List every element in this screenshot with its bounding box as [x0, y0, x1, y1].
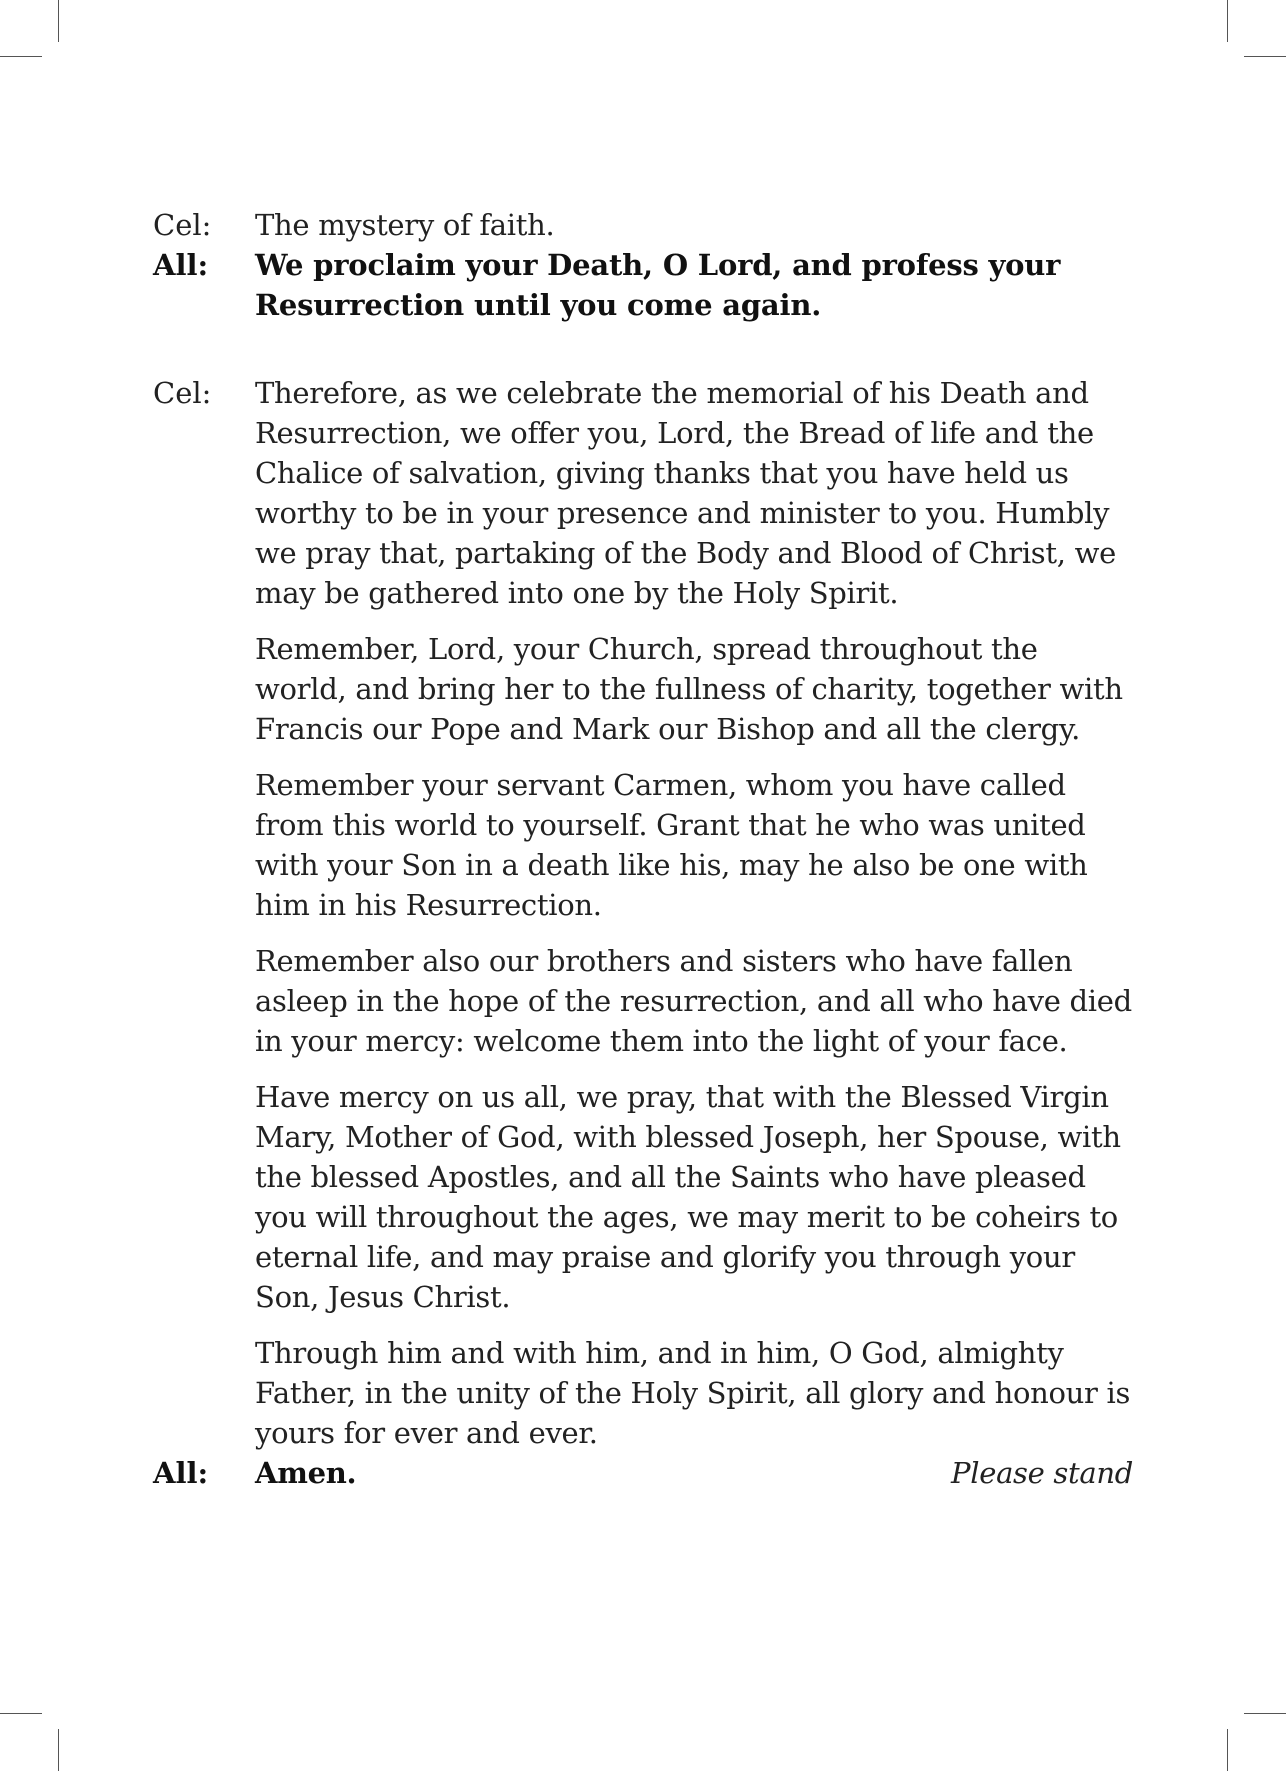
- amen-response: Amen.: [255, 1456, 357, 1490]
- people-response: We proclaim your Death, O Lord, and profess your Resurrection until you come again.: [255, 248, 1061, 322]
- prayer-paragraph: Remember, Lord, your Church, spread throughout the world, and bring her to the fullness of charity, together with Francis our Pope and Mark our Bishop and all the clergy.: [255, 632, 1123, 746]
- crop-mark: [58, 1729, 59, 1771]
- prayer-paragraph: Remember also our brothers and sisters who have fallen asleep in the hope of the resurrection, and all who have died in your mercy: welcome them into the light of your face.: [255, 944, 1132, 1058]
- crop-mark: [1244, 1713, 1286, 1714]
- rubric-instruction: Please stand: [951, 1456, 1133, 1490]
- crop-mark: [1227, 0, 1228, 42]
- crop-mark: [0, 1713, 42, 1714]
- speaker-label: All:: [153, 1456, 209, 1490]
- speaker-label: Cel:: [153, 208, 212, 242]
- crop-mark: [58, 0, 59, 42]
- liturgy-page-content: [153, 205, 1133, 1493]
- prayer-paragraph: Therefore, as we celebrate the memorial of his Death and Resurrection, we offer you, Lord, the Bread of life and the Chalice of salvation, giving thanks that you have held us worthy to be in your presence and minister to you. Humbly we pray that, partaking of the Body and Blood of Christ, we may be gathered into one by the Holy Spirit.: [255, 376, 1116, 610]
- prayer-text: [255, 373, 1133, 1453]
- celebrant-text: The mystery of faith.: [255, 208, 555, 242]
- crop-mark: [1244, 56, 1286, 57]
- crop-mark: [1227, 1729, 1228, 1771]
- dialogue-line: [153, 205, 1133, 245]
- prayer-paragraph: Through him and with him, and in him, O God, almighty Father, in the unity of the Holy Spirit, all glory and honour is yours for ever and ever.: [255, 1336, 1131, 1450]
- prayer-paragraph: Remember your servant Carmen, whom you have called from this world to yourself. Grant that he who was united with your Son in a death like his, may he also be one with him in his Resurrection.: [255, 768, 1088, 922]
- amen-line-content: [255, 1453, 1133, 1493]
- speaker-label: All:: [153, 248, 209, 282]
- speaker-label: Cel:: [153, 376, 212, 410]
- crop-mark: [0, 56, 42, 57]
- amen-line: [153, 1453, 1133, 1493]
- prayer-block: [153, 373, 1133, 1453]
- prayer-paragraph: Have mercy on us all, we pray, that with the Blessed Virgin Mary, Mother of God, with blessed Joseph, her Spouse, with the blessed Apostles, and all the Saints who have pleased you will throughout the ages, we may merit to be coheirs to eternal life, and may praise and glorify you through your Son, Jesus Christ.: [255, 1080, 1121, 1314]
- dialogue-line: [153, 245, 1133, 325]
